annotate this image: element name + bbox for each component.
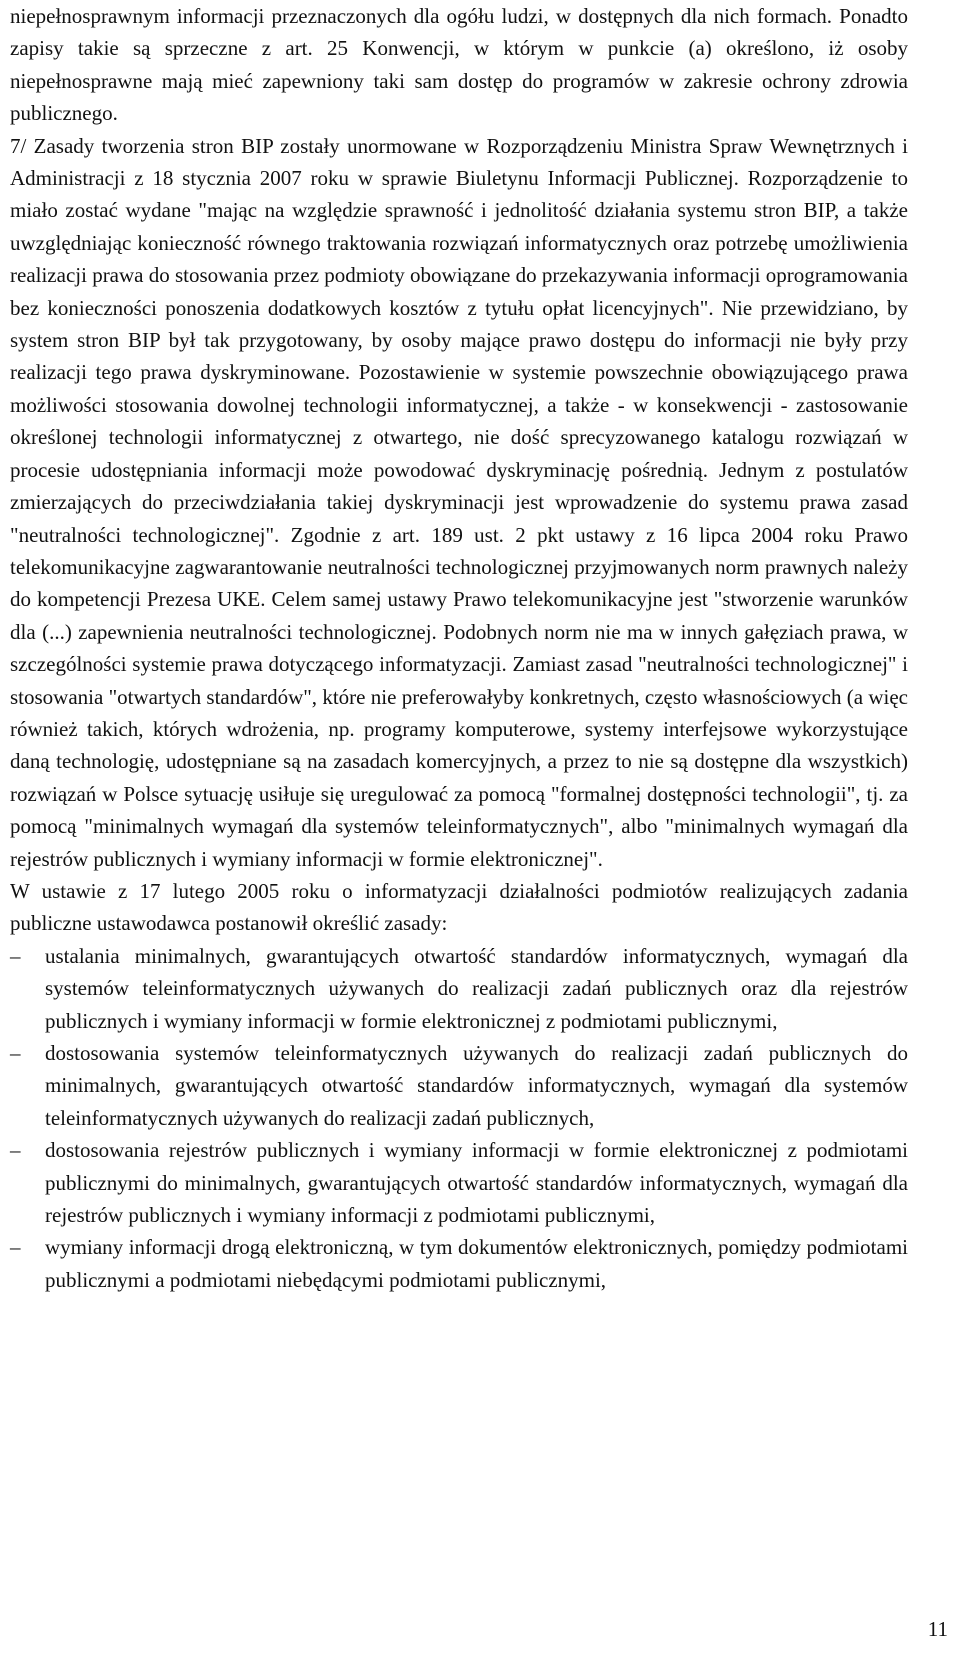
list-item — [10, 940, 908, 1037]
list-item-text: wymiany informacji drogą elektroniczną, w tym dokumentów elektronicznych, pomiędzy podmiotami publicznymi a podmiotami niebędącymi podmiotami publicznymi, — [45, 1235, 908, 1292]
page-number: 11 — [927, 1617, 948, 1641]
paragraph: W ustawie z 17 lutego 2005 roku o informatyzacji działalności podmiotów realizujących zadania publiczne ustawodawca postanowił określić zasady: — [10, 878, 908, 936]
bullet-list — [10, 940, 908, 1296]
dash-bullet: – — [10, 1041, 21, 1065]
list-item — [10, 1134, 908, 1231]
dash-bullet: – — [10, 1138, 21, 1163]
dash-bullet: – — [10, 943, 21, 968]
dash-bullet: – — [10, 1235, 21, 1260]
list-item — [10, 1231, 908, 1296]
list-item — [10, 1037, 908, 1134]
document-body — [10, 0, 908, 1296]
paragraph: 7/ Zasady tworzenia stron BIP zostały unormowane w Rozporządzeniu Ministra Spraw Wewnętrznych i Administracji z 18 stycznia 2007 roku w sprawie Biuletynu Informacji Publicznej. Rozporządzenie to miało zostać wydane "mając na względzie sprawność i jednolitość działania systemu stron BIP, a także uwzględniając konieczność równego traktowania rozwiązań informatycznych oraz potrzebę umożliwienia realizacji prawa do stosowania przez podmioty obowiązane do przekazywania informacji oprogramowania bez konieczności ponoszenia dodatkowych kosztów z tytułu opłat licencyjnych". Nie przewidziano, by system stron BIP był tak przygotowany, by osoby mające prawo dostępu do informacji nie były przy realizacji tego prawa dyskryminowane. Pozostawienie w systemie powszechnie obowiązującego prawa możliwości stosowania dowolnej technologii informatycznej, a także - w konsekwencji - zastosowanie określonej technologii informatycznej z otwartego, nie dość sprecyzowanego katalogu rozwiązań w procesie udostępniania informacji może powodować dyskryminację pośrednią. Jednym z postulatów zmierzających do przeciwdziałania takiej dyskryminacji jest wprowadzenie do systemu prawa zasad "neutralności technologicznej". Zgodnie z art. 189 ust. 2 pkt ustawy z 16 lipca 2004 roku Prawo telekomunikacyjne zagwarantowanie neutralności technologicznej przyjmowanych norm prawnych należy do kompetencji Prezesa UKE. Celem samej ustawy Prawo telekomunikacyjne jest "stworzenie warunków dla (...) zapewnienia neutralności technologicznej. Podobnych norm nie ma w innych gałęziach prawa, w szczególności systemie prawa dotyczącego informatyzacji. Zamiast zasad "neutralności technologicznej" i stosowania "otwartych standardów", które nie preferowałyby konkretnych, często własnościowych (a więc również takich, których wdrożenia, np. programy komputerowe, systemy interfejsowe wykorzystujące daną technologię, udostępniane są na zasadach komercyjnych, a przez to nie są dostępne dla wszystkich) rozwiązań w Polsce sytuację usiłuje się uregulować za pomocą "formalnej dostępności technologii", tj. za pomocą "minimalnych wymagań dla systemów teleinformatycznych", albo "minimalnych wymagań dla rejestrów publicznych i wymiany informacji w formie elektronicznej". — [10, 133, 908, 871]
paragraph: niepełnosprawnym informacji przeznaczonych dla ogółu ludzi, w dostępnych dla nich formach. Ponadto zapisy takie są sprzeczne z art. 25 Konwencji, w którym w punkcie (a) określono, iż osoby niepełnosprawne mają mieć zapewniony taki sam dostęp do programów w zakresie ochrony zdrowia publicznego. — [10, 4, 908, 126]
list-item-text: ustalania minimalnych, gwarantujących otwartość standardów informatycznych, wymagań dla systemów teleinformatycznych używanych do realizacji zadań publicznych oraz dla rejestrów publicznych i wymiany informacji w formie elektronicznej z podmiotami publicznymi, — [45, 943, 908, 1033]
list-item-text: dostosowania systemów teleinformatycznych używanych do realizacji zadań publicznych do minimalnych, gwarantujących otwartość standardów informatycznych, wymagań dla systemów teleinformatycznych używanych do realizacji zadań publicznych, — [45, 1041, 908, 1130]
list-item-text: dostosowania rejestrów publicznych i wymiany informacji w formie elektronicznej z podmiotami publicznymi do minimalnych, gwarantujących otwartość standardów informatycznych, wymagań dla rejestrów publicznych i wymiany informacji z podmiotami publicznymi, — [45, 1138, 908, 1228]
